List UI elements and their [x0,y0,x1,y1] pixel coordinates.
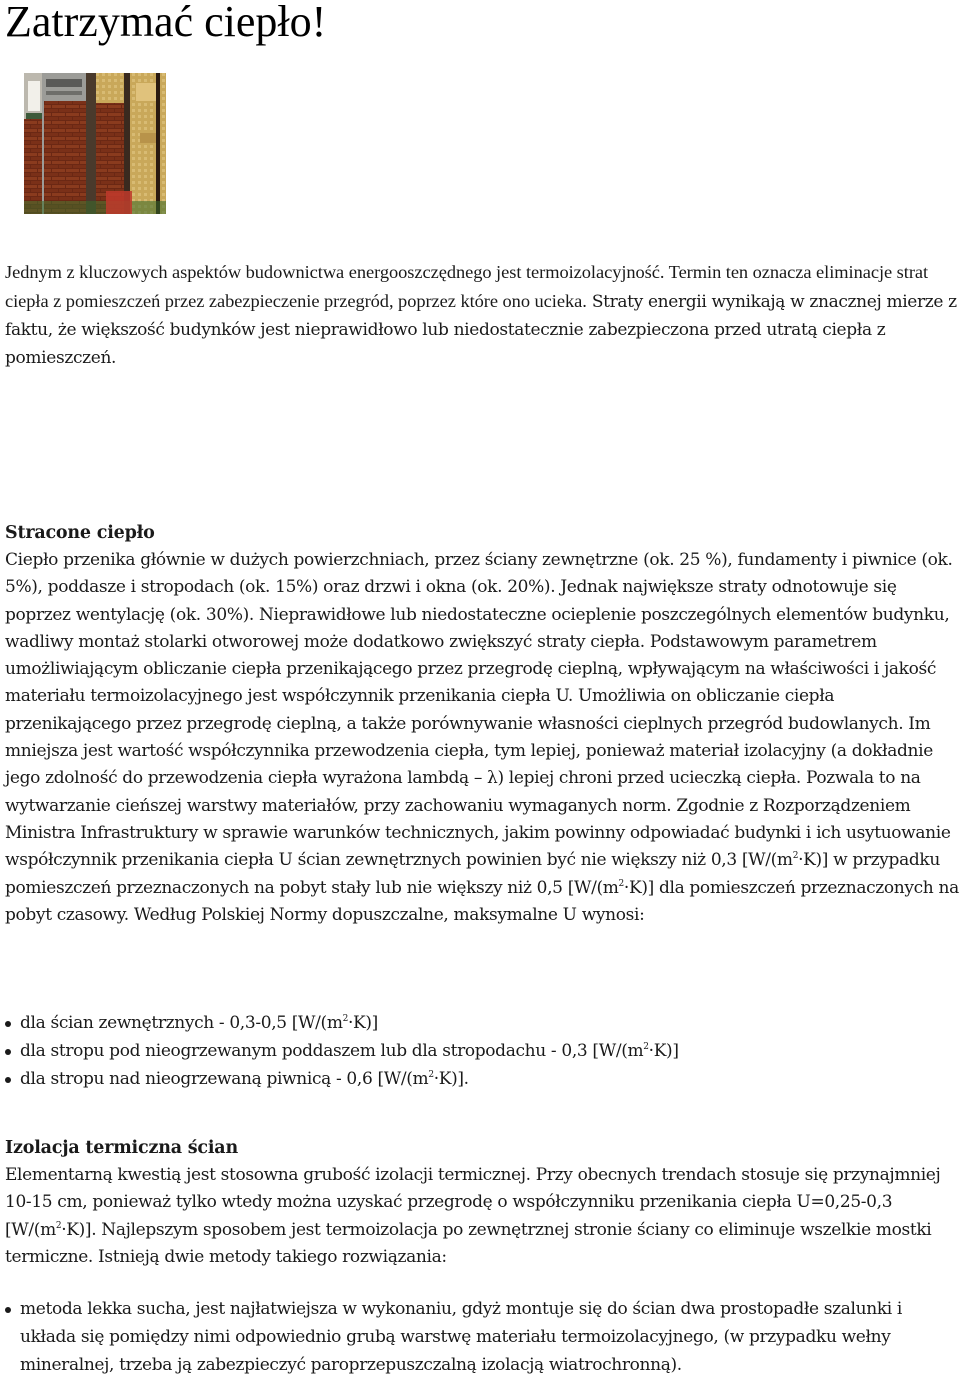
superscript: 2 [618,878,624,889]
u-limits-list [0,1009,955,1093]
list-item-text-end: ·K)]. [433,1069,469,1089]
page-title: Zatrzymać ciepło! [5,0,327,46]
superscript: 2 [428,1070,434,1080]
section-wall-insulation [5,1135,960,1271]
intro-lead: Jednym z kluczowych aspektów budownictwa energooszczędnego jest termoizolacyjność. Termin ten oznacza eliminacje strat ciepła z pomieszczeń przez zabezpieczenie przegród, poprzez które ono ucieka. [5,262,929,311]
list-item-text: metoda lekka sucha, jest najłatwiejsza w wykonaniu, gdyż montuje się do ścian dwa prostopadłe szalunki i układa się pomiędzy nimi odpowiednio grubą warstwę materiału termoizolacyjnego, (w przypadku wełny mineralnej, trzeba ją zabezpieczyć paroprzepuszczalną izolacją wiatrochronną). [20,1299,903,1375]
list-item-text-end: ·K)] [648,1041,679,1061]
list-item [0,1037,955,1065]
superscript: 2 [342,1014,348,1024]
section-heading-wall-insulation: Izolacja termiczna ścian [5,1138,238,1158]
wall-insulation-paragraph [5,1162,960,1271]
list-item [0,1295,955,1379]
list-item-text: dla ścian zewnętrznych - 0,3-0,5 [W/(m [20,1013,343,1033]
superscript: 2 [643,1042,649,1052]
lost-heat-text-1: Ciepło przenika głównie w dużych powierzchniach, przez ściany zewnętrzne (ok. 25 %), fundamenty i piwnice (ok. 5%), poddasze i stropodach (ok. 15%) oraz drzwi i okna (ok. 20%). Jednak największe straty odnotowuje się poprzez wentylację (ok. 30%). Nieprawidłowe lub niedostateczne ocieplenie poszczególnych elementów budynku, wadliwy montaż stolarki otworowej może dodatkowo zwiększyć straty ciepła. Podstawowym parametrem umożliwiającym obliczanie ciepła przenikającego przez przegrodę cieplną, wpływającym na właściwości i jakość materiału termoizolacyjnego jest współczynnik przenikania ciepła U. Umożliwia on obliczanie ciepła przenikającego przez przegrodę cieplną, a także porównywanie własności cieplnych przegród budowlanych. Im mniejsza jest wartość współczynnika przewodzenia ciepła, tym lepiej, ponieważ materiał izolacyjny (a dokładnie jego zdolność do przewodzenia ciepła wyrażona lambdą – λ) lepiej chroni przed ucieczką ciepła. Pozwala to na wytwarzanie cieńszej warstwy materiałów, przy zachowaniu wymaganych norm. Zgodnie z Rozporządzeniem Ministra Infrastruktury w sprawie warunków technicznych, jakim powinny odpowiadać budynki i ich usytuowanie współczynnik przenikania ciepła U ścian zewnętrznych powinien być nie większy niż 0,3 [W/(m [5,550,953,871]
wall-insulation-text-1: Elementarną kwestią jest stosowna grubość izolacji termicznej. Przy obecnych trendach stosuje się przynajmniej 10-15 cm, ponieważ tylko wtedy można uzyskać przegrodę o współczynniku przenikania ciepła U=0,25-0,3 [W/(m [5,1165,941,1240]
superscript: 2 [55,1220,62,1231]
list-item [0,1009,955,1037]
superscript: 2 [792,851,799,862]
intro-rest: Straty energii wynikają w znacznej mierze z faktu, że większość budynków jest nieprawidłowo lub niedostatecznie zabezpieczona przed utratą ciepła z pomieszczeń. [5,292,957,368]
wall-insulation-text-2: ·K)]. Najlepszym sposobem jest termoizolacja po zewnętrznej stronie ściany co eliminuje wszelkie mostki termiczne. Istnieją dwie metody takiego rozwiązania: [5,1219,932,1267]
lost-heat-text-3: ·K)] dla pomieszczeń przeznaczonych na pobyt czasowy. Według Polskiej Normy dopuszczalne, maksymalne U wynosi: [5,877,959,925]
lost-heat-text-2: ·K)] w przypadku pomieszczeń przeznaczonych na pobyt stały lub nie większy niż 0,5 [W/(m [5,850,940,898]
list-item-text: dla stropu pod nieogrzewanym poddaszem lub dla stropodachu - 0,3 [W/(m [20,1041,644,1061]
list-item-text-end: ·K)] [348,1013,378,1033]
section-heading-lost-heat: Stracone ciepło [5,523,155,543]
list-item-text: dla stropu nad nieogrzewaną piwnicą - 0,6 [W/(m [20,1069,429,1089]
list-item [0,1065,955,1093]
insulation-photo [24,73,166,214]
lost-heat-paragraph [5,547,960,929]
insulation-methods-list [0,1295,955,1379]
section-lost-heat [5,520,960,929]
intro-paragraph [5,258,960,372]
